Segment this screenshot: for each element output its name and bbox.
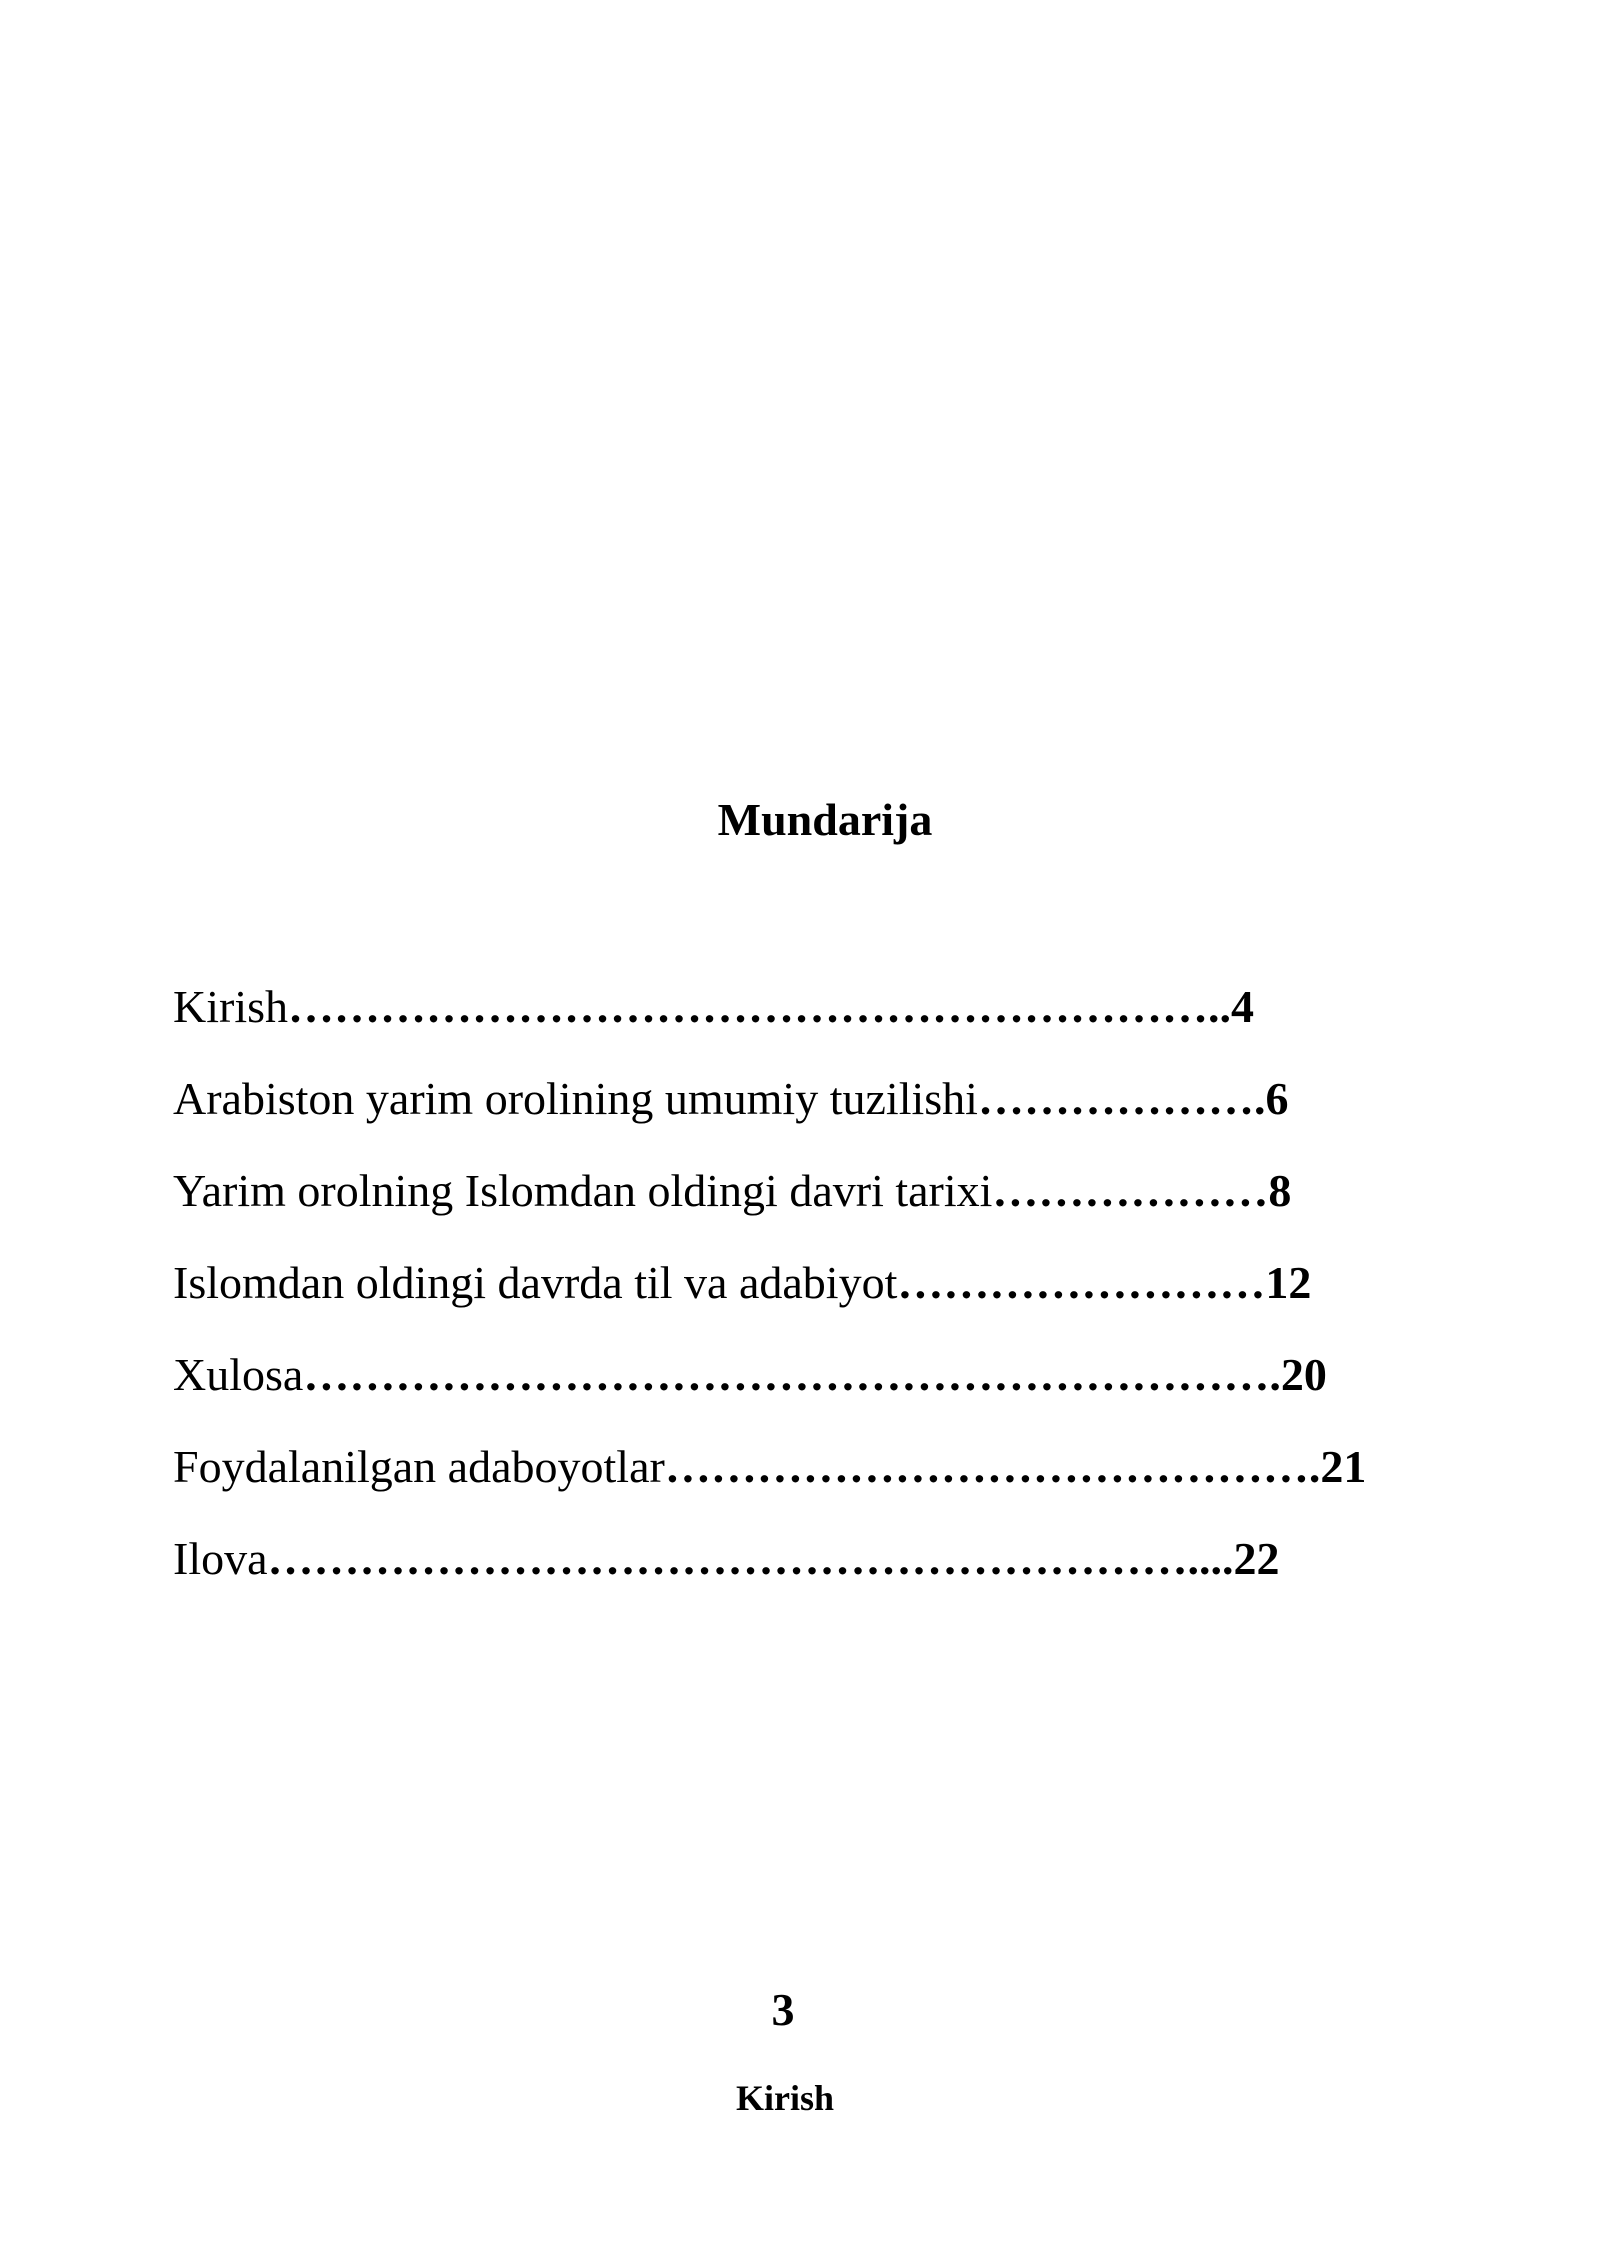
toc-entry-label: Arabiston yarim orolining umumiy tuzilishi — [173, 1073, 978, 1124]
toc-entry-page: 12 — [1265, 1257, 1312, 1308]
toc-entry — [173, 1435, 1366, 1527]
toc-entry-leader: ………………………………………………………. — [303, 1349, 1281, 1400]
toc-entry-leader: ………………. — [977, 1073, 1266, 1124]
page-number: 3 — [771, 1984, 795, 2035]
toc-entry-label: Kirish — [173, 981, 288, 1032]
toc-entry-page: 4 — [1231, 981, 1254, 1032]
toc-entry-leader: …………………………………………………….. — [288, 981, 1231, 1032]
table-of-contents — [173, 975, 1366, 1619]
toc-entry — [173, 1527, 1366, 1619]
toc-entry — [173, 1251, 1366, 1343]
toc-entry — [173, 1343, 1366, 1435]
toc-title: Mundarija — [717, 794, 933, 845]
toc-entry-page: 20 — [1280, 1349, 1327, 1400]
toc-entry — [173, 1067, 1366, 1159]
toc-entry-page: 6 — [1265, 1073, 1289, 1124]
toc-entry-page: 22 — [1233, 1533, 1280, 1584]
toc-entry-page: 8 — [1268, 1165, 1292, 1216]
toc-entry — [173, 975, 1366, 1067]
toc-entry-leader: …………………… — [897, 1257, 1266, 1308]
toc-entry-label: Xulosa — [173, 1349, 304, 1400]
toc-entry-leader: ……………………………………. — [664, 1441, 1321, 1492]
toc-entry-label: Yarim orolning Islomdan oldingi davri tarixi — [173, 1165, 993, 1216]
toc-entry-label: Foydalanilgan adaboyotlar — [173, 1441, 665, 1492]
section-heading: Kirish — [735, 2078, 834, 2118]
toc-entry-label: Islomdan oldingi davrda til va adabiyot — [173, 1257, 898, 1308]
toc-entry-label: Ilova — [173, 1533, 268, 1584]
toc-entry — [173, 1159, 1366, 1251]
toc-entry-page: 21 — [1320, 1441, 1367, 1492]
toc-entry-leader: ……………… — [992, 1165, 1269, 1216]
toc-entry-leader: …………………………………………………….... — [267, 1533, 1234, 1584]
